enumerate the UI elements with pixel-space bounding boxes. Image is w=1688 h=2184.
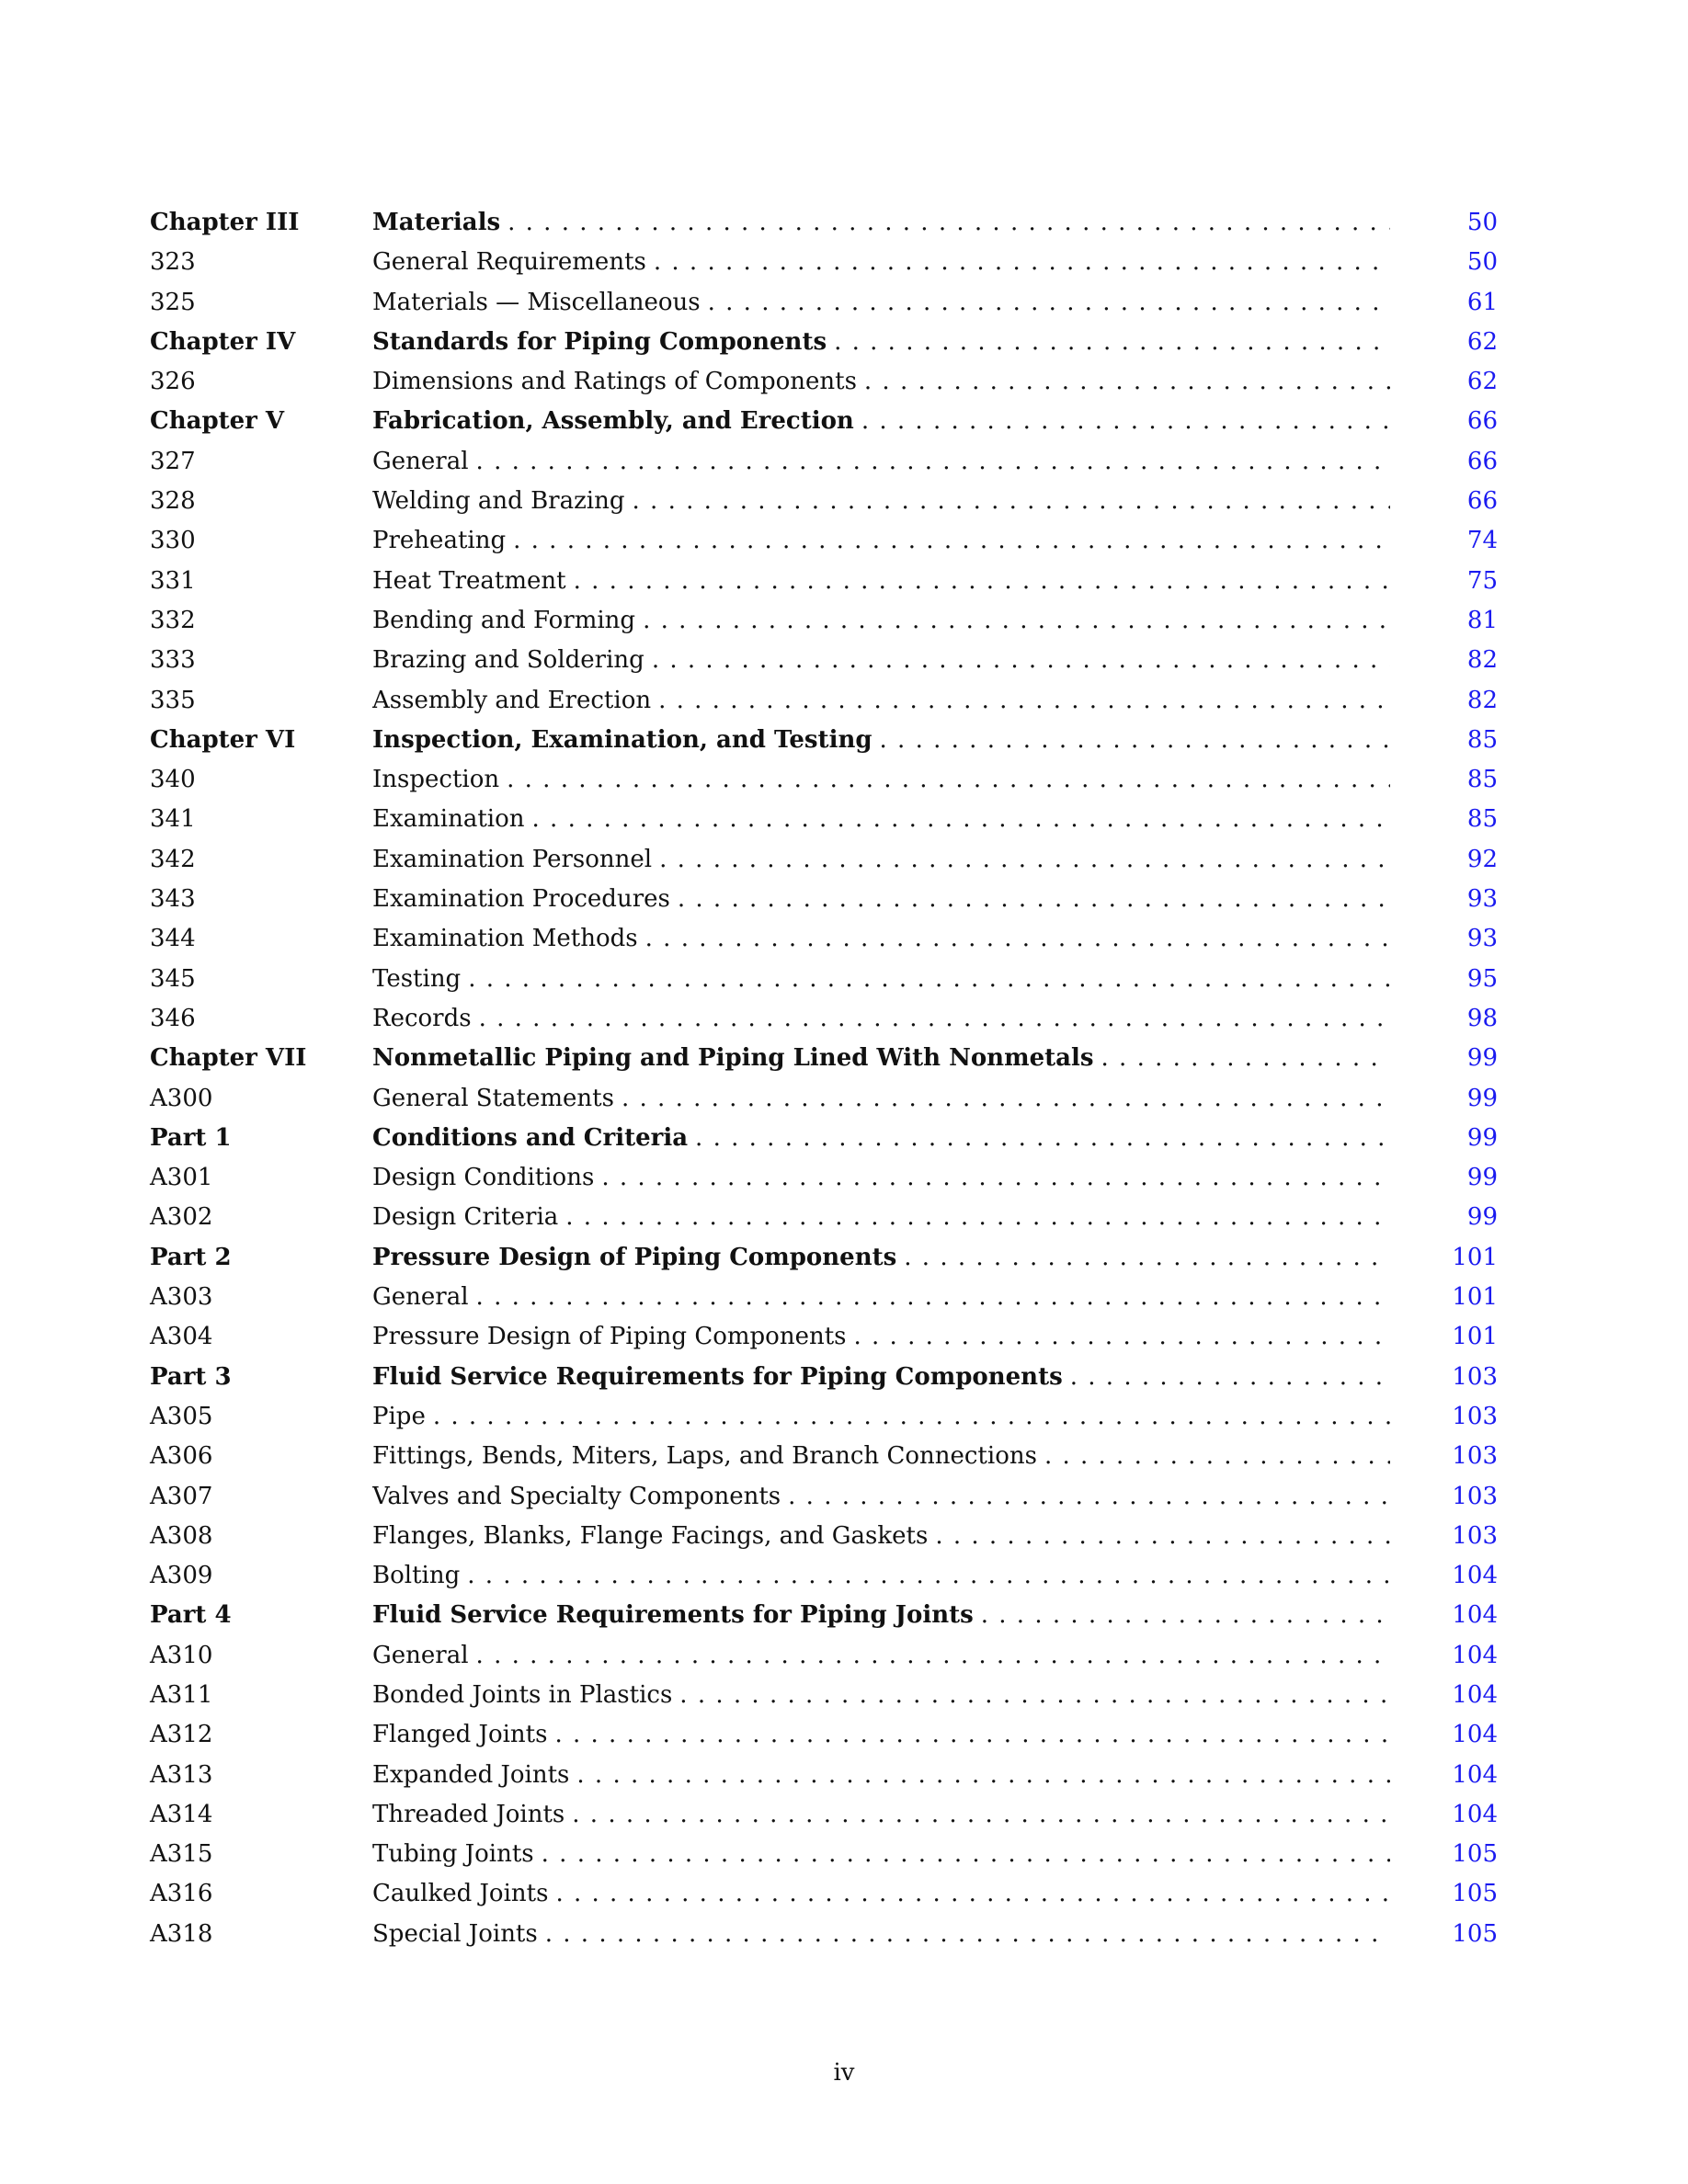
toc-entry-number: A300 [150,1084,213,1112]
toc-entry-number: 346 [150,1004,196,1032]
toc-entry-number: 327 [150,447,196,475]
toc-entry-title[interactable]: General [372,447,469,475]
toc-entry-title[interactable]: Brazing and Soldering [372,646,644,675]
toc-entry-title[interactable]: Heat Treatment [372,566,566,595]
toc-entry-title[interactable]: Assembly and Erection [372,686,652,714]
toc-page-link[interactable]: 104 [1452,1641,1498,1669]
toc-entry[interactable] [0,800,1688,839]
toc-page-link[interactable]: 92 [1466,845,1498,873]
toc-entry[interactable] [0,1636,1688,1676]
toc-entry-title[interactable]: Conditions and Criteria [372,1123,689,1152]
toc-entry-number: A305 [150,1402,213,1430]
toc-entry-title-leader [372,1119,1390,1158]
toc-page-link[interactable]: 103 [1452,1402,1498,1430]
toc-section-heading[interactable] [0,1596,1688,1635]
toc-page-link[interactable]: 103 [1452,1362,1498,1391]
toc-page-link[interactable]: 104 [1452,1800,1498,1828]
toc-entry-title[interactable]: Records [372,1004,472,1032]
toc-entry-title-leader [372,562,1390,601]
toc-entry-title-leader [372,323,1390,362]
toc-page-link[interactable]: 104 [1452,1680,1498,1709]
toc-entry-number: Chapter VII [150,1044,307,1073]
toc-entry-title-leader [372,283,1390,323]
toc-entry[interactable] [0,1437,1688,1476]
toc-entry-title[interactable]: Pressure Design of Piping Components [372,1323,847,1351]
toc-section-heading[interactable] [0,402,1688,441]
toc-page-link[interactable]: 103 [1452,1482,1498,1510]
toc-entry-number: Chapter VI [150,725,296,754]
toc-entry-title[interactable]: Pressure Design of Piping Components [372,1243,897,1271]
toc-entry-title[interactable]: General Statements [372,1084,614,1112]
toc-entry-title-leader [372,1278,1390,1317]
toc-section-heading[interactable] [0,1119,1688,1158]
toc-entry-number: Part 4 [150,1601,232,1630]
toc-entry[interactable] [0,681,1688,721]
toc-entry-title-leader [372,203,1390,243]
toc-entry[interactable] [0,1397,1688,1437]
toc-entry-number: A316 [150,1880,213,1908]
toc-entry-title[interactable]: Materials [372,209,501,236]
toc-page-link[interactable]: 85 [1466,725,1498,754]
toc-entry-title-leader [372,1158,1390,1198]
toc-entry[interactable] [0,641,1688,680]
toc-entry-title[interactable]: Flanged Joints [372,1721,548,1749]
toc-entry-title-leader [372,1915,1390,1954]
toc-entry[interactable] [0,1715,1688,1755]
toc-entry-number: A306 [150,1442,213,1471]
toc-entry-title[interactable]: Design Criteria [372,1203,559,1232]
toc-entry-title-leader [372,1596,1390,1635]
toc-entry-title[interactable]: General Requirements [372,248,646,277]
toc-entry-title-leader [372,1437,1390,1476]
page-number: iv [833,2059,855,2087]
toc-page-link[interactable]: 104 [1452,1760,1498,1789]
toc-entry-number: 330 [150,527,196,555]
toc-entry-title-leader [372,362,1390,402]
toc-section-heading[interactable] [0,323,1688,362]
toc-entry-title-leader [372,1676,1390,1715]
toc-page-link[interactable]: 62 [1466,368,1498,396]
toc-entry-number: Chapter IV [150,327,296,356]
toc-entry[interactable] [0,362,1688,402]
toc-entry-title-leader [372,1198,1390,1237]
toc-page-link[interactable]: 104 [1452,1601,1498,1630]
toc-entry[interactable] [0,1756,1688,1795]
toc-entry-number: 335 [150,686,196,714]
toc-entry-number: Part 3 [150,1362,232,1391]
toc-entry-title-leader [372,1517,1390,1556]
toc-entry[interactable] [0,1079,1688,1119]
toc-entry[interactable] [0,840,1688,880]
toc-entry[interactable] [0,521,1688,561]
toc-page-link[interactable]: 99 [1466,1123,1498,1152]
toc-entry[interactable] [0,1278,1688,1317]
toc-page-link[interactable]: 81 [1466,606,1498,634]
toc-entry-title-leader [372,1238,1390,1278]
toc-entry[interactable] [0,562,1688,601]
toc-entry-title-leader [372,1795,1390,1835]
toc-page-link[interactable]: 104 [1452,1721,1498,1749]
toc-entry-title[interactable]: Welding and Brazing [372,487,625,516]
toc-page-link[interactable]: 93 [1466,925,1498,953]
toc-entry-number: A304 [150,1323,213,1351]
toc-page-link[interactable]: 99 [1466,1164,1498,1192]
toc-entry-number: 325 [150,288,196,316]
toc-entry[interactable] [0,960,1688,999]
toc-entry-number: 323 [150,248,196,277]
toc-page-link[interactable]: 50 [1466,248,1498,277]
toc-entry[interactable] [0,1874,1688,1914]
toc-entry-title-leader [372,840,1390,880]
toc-entry-title-leader [372,800,1390,839]
toc-page-link[interactable]: 101 [1452,1283,1498,1312]
toc-entry[interactable] [0,601,1688,641]
toc-page-link[interactable]: 98 [1466,1004,1498,1032]
toc-entry-title[interactable]: Fluid Service Requirements for Piping Components [372,1362,1063,1391]
toc-entry-number: 331 [150,566,196,595]
toc-entry-title-leader [372,880,1390,919]
toc-page-link[interactable]: 50 [1466,209,1498,236]
toc-page-link[interactable]: 101 [1452,1323,1498,1351]
toc-entry-title[interactable]: Inspection [372,766,500,794]
toc-page-link[interactable]: 101 [1452,1243,1498,1271]
toc-entry-title[interactable]: Inspection, Examination, and Testing [372,725,873,754]
toc-entry-title[interactable]: Bolting [372,1562,461,1590]
toc-section-heading[interactable] [0,1358,1688,1397]
toc-entry[interactable] [0,1317,1688,1357]
toc-entry-title-leader [372,243,1390,282]
toc-entry-title[interactable]: Bonded Joints in Plastics [372,1680,673,1709]
toc-entry-title-leader [372,1079,1390,1119]
toc-entry-title-leader [372,760,1390,800]
table-of-contents [0,203,1688,1954]
toc-entry-number: A318 [150,1919,213,1948]
toc-entry-title-leader [372,1317,1390,1357]
toc-section-heading[interactable] [0,721,1688,760]
toc-page-link[interactable]: 61 [1466,288,1498,316]
toc-entry-title-leader [372,601,1390,641]
toc-entry-number: 341 [150,805,196,834]
toc-entry-title-leader [372,1756,1390,1795]
toc-entry-number: A308 [150,1521,213,1550]
toc-entry-title[interactable]: Caulked Joints [372,1880,549,1908]
toc-entry-title[interactable]: Expanded Joints [372,1760,570,1789]
toc-entry[interactable] [0,760,1688,800]
toc-entry-title-leader [372,999,1390,1039]
toc-entry-title[interactable]: Fabrication, Assembly, and Erection [372,407,854,436]
toc-entry-number: 344 [150,925,196,953]
toc-entry-title-leader [372,641,1390,680]
toc-entry-title[interactable]: General [372,1641,469,1669]
toc-entry[interactable] [0,243,1688,282]
toc-entry-number: A307 [150,1482,213,1510]
toc-entry[interactable] [0,1556,1688,1596]
toc-page-link[interactable]: 99 [1466,1203,1498,1232]
toc-entry-title[interactable]: Dimensions and Ratings of Components [372,368,857,396]
toc-entry[interactable] [0,1477,1688,1517]
toc-entry-number: 333 [150,646,196,675]
toc-entry-title[interactable]: General [372,1283,469,1312]
toc-entry-title-leader [372,1397,1390,1437]
toc-entry-title-leader [372,402,1390,441]
toc-entry-title[interactable]: Nonmetallic Piping and Piping Lined With Nonmetals [372,1044,1094,1073]
toc-entry[interactable] [0,1517,1688,1556]
toc-entry[interactable] [0,1676,1688,1715]
toc-entry-title-leader [372,442,1390,482]
toc-entry-title[interactable]: Examination Methods [372,925,638,953]
toc-entry-title[interactable]: Valves and Specialty Components [372,1482,781,1510]
toc-page-link[interactable]: 93 [1466,885,1498,914]
toc-entry-title-leader [372,1835,1390,1874]
toc-entry-title[interactable]: Fluid Service Requirements for Piping Joints [372,1601,974,1630]
toc-entry-number: 326 [150,368,196,396]
toc-page-link[interactable]: 82 [1466,646,1498,675]
toc-entry-title[interactable]: Pipe [372,1402,426,1430]
toc-entry-title-leader [372,721,1390,760]
toc-entry-number: 328 [150,487,196,516]
toc-entry-title-leader [372,1874,1390,1914]
toc-entry-number: A302 [150,1203,213,1232]
toc-page-link[interactable]: 105 [1452,1919,1498,1948]
toc-entry-number: A310 [150,1641,213,1669]
toc-entry-number: A312 [150,1721,213,1749]
toc-entry-title-leader [372,681,1390,721]
toc-entry-title[interactable]: Preheating [372,527,507,555]
toc-entry[interactable] [0,880,1688,919]
toc-page-link[interactable]: 66 [1466,407,1498,436]
toc-entry-title-leader [372,919,1390,959]
toc-entry-title-leader [372,1556,1390,1596]
toc-page-link[interactable]: 105 [1452,1840,1498,1869]
toc-section-heading[interactable] [0,1039,1688,1078]
toc-page-link[interactable]: 74 [1466,527,1498,555]
toc-entry[interactable] [0,999,1688,1039]
toc-entry-title-leader [372,1477,1390,1517]
toc-entry-title[interactable]: Flanges, Blanks, Flange Facings, and Gaskets [372,1521,929,1550]
toc-entry-number: Chapter V [150,407,285,436]
toc-page-link[interactable]: 103 [1452,1442,1498,1471]
toc-entry-number: 332 [150,606,196,634]
toc-entry-number: Part 2 [150,1243,232,1271]
toc-entry-title[interactable]: Examination [372,805,525,834]
toc-entry[interactable] [0,1915,1688,1954]
toc-page-link[interactable]: 85 [1466,766,1498,794]
toc-entry-number: A301 [150,1164,213,1192]
toc-entry-title-leader [372,482,1390,521]
toc-entry-number: A314 [150,1800,213,1828]
toc-entry-title-leader [372,521,1390,561]
toc-entry-number: Chapter III [150,209,300,236]
toc-page-link[interactable]: 99 [1466,1084,1498,1112]
toc-entry-title[interactable]: Materials — Miscellaneous [372,288,701,316]
toc-entry-title[interactable]: Tubing Joints [372,1840,534,1869]
toc-entry-title[interactable]: Threaded Joints [372,1800,565,1828]
toc-page-link[interactable]: 104 [1452,1562,1498,1590]
toc-entry-title-leader [372,1039,1390,1078]
toc-page-link[interactable]: 103 [1452,1521,1498,1550]
toc-entry-title[interactable]: Special Joints [372,1919,538,1948]
toc-page-link[interactable]: 95 [1466,964,1498,993]
toc-section-heading[interactable] [0,203,1688,243]
toc-page-link[interactable]: 62 [1466,327,1498,356]
toc-page-link[interactable]: 75 [1466,566,1498,595]
toc-entry-title-leader [372,1358,1390,1397]
toc-entry-title-leader [372,1715,1390,1755]
toc-page-link[interactable]: 99 [1466,1044,1498,1073]
toc-entry-title[interactable]: Examination Procedures [372,885,670,914]
toc-entry-title[interactable]: Standards for Piping Components [372,327,827,356]
toc-entry-title[interactable]: Testing [372,964,462,993]
toc-entry-number: A315 [150,1840,213,1869]
toc-entry[interactable] [0,1795,1688,1835]
toc-entry-number: 342 [150,845,196,873]
toc-entry-title[interactable]: Design Conditions [372,1164,595,1192]
toc-entry[interactable] [0,1198,1688,1237]
toc-entry[interactable] [0,919,1688,959]
toc-page-link[interactable]: 66 [1466,487,1498,516]
toc-page-link[interactable]: 85 [1466,805,1498,834]
toc-entry-number: A311 [150,1680,213,1709]
toc-entry[interactable] [0,482,1688,521]
toc-page-link[interactable]: 105 [1452,1880,1498,1908]
toc-entry-number: A309 [150,1562,213,1590]
toc-entry[interactable] [0,1835,1688,1874]
toc-entry-number: 340 [150,766,196,794]
toc-entry-title[interactable]: Examination Personnel [372,845,653,873]
toc-entry[interactable] [0,1158,1688,1198]
toc-page-link[interactable]: 82 [1466,686,1498,714]
toc-entry-number: 345 [150,964,196,993]
toc-section-heading[interactable] [0,1238,1688,1278]
toc-entry-title-leader [372,960,1390,999]
toc-entry-title-leader [372,1636,1390,1676]
toc-entry-title[interactable]: Fittings, Bends, Miters, Laps, and Branch Connections [372,1442,1037,1471]
toc-entry-title[interactable]: Bending and Forming [372,606,636,634]
toc-entry-number: Part 1 [150,1123,232,1152]
toc-entry[interactable] [0,283,1688,323]
toc-entry[interactable] [0,442,1688,482]
toc-entry-number: A313 [150,1760,213,1789]
toc-entry-number: A303 [150,1283,213,1312]
toc-page-link[interactable]: 66 [1466,447,1498,475]
toc-entry-number: 343 [150,885,196,914]
